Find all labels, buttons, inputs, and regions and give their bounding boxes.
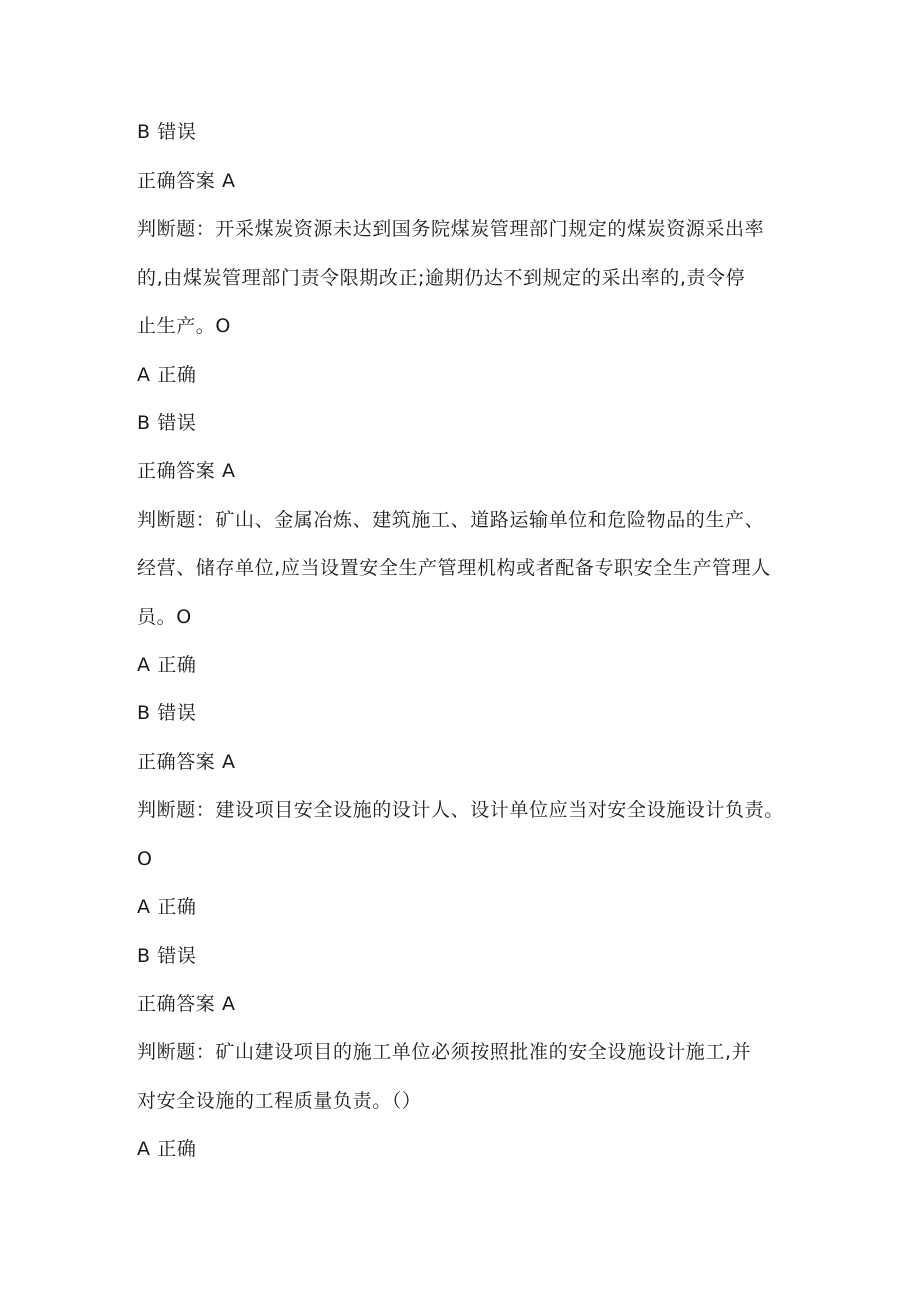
question-text: 的,由煤炭管理部门责令限期改正;逾期仍达不到规定的采出率的,责令停 [137,267,746,289]
question-text: 对安全设施的工程质量负责。（） [137,1090,422,1112]
option-a: A 正确 [137,364,197,386]
question-text: 判断题：矿山建设项目的施工单位必须按照批准的安全设施设计施工,并 [137,1041,752,1063]
option-b: B 错误 [137,945,197,967]
option-a: A 正确 [137,1138,197,1160]
question-text: 判断题：建设项目安全设施的设计人、设计单位应当对安全设施设计负责。 [137,799,784,821]
option-b: B 错误 [137,412,197,434]
question-text: 判断题：矿山、金属冶炼、建筑施工、道路运输单位和危险物品的生产、 [137,509,765,531]
answer-line: 正确答案 A [137,460,236,482]
question-text: O [137,848,153,870]
option-a: A 正确 [137,896,197,918]
question-text: 止生产。O [137,315,231,337]
answer-line: 正确答案 A [137,170,236,192]
option-a: A 正确 [137,654,197,676]
answer-line: 正确答案 A [137,993,236,1015]
option-b: B 错误 [137,121,197,143]
answer-line: 正确答案 A [137,751,236,773]
option-b: B 错误 [137,702,197,724]
question-text: 判断题：开采煤炭资源未达到国务院煤炭管理部门规定的煤炭资源采出率 [137,218,765,240]
question-text: 员。O [137,606,192,628]
question-text: 经营、储存单位,应当设置安全生产管理机构或者配备专职安全生产管理人 [137,557,771,579]
